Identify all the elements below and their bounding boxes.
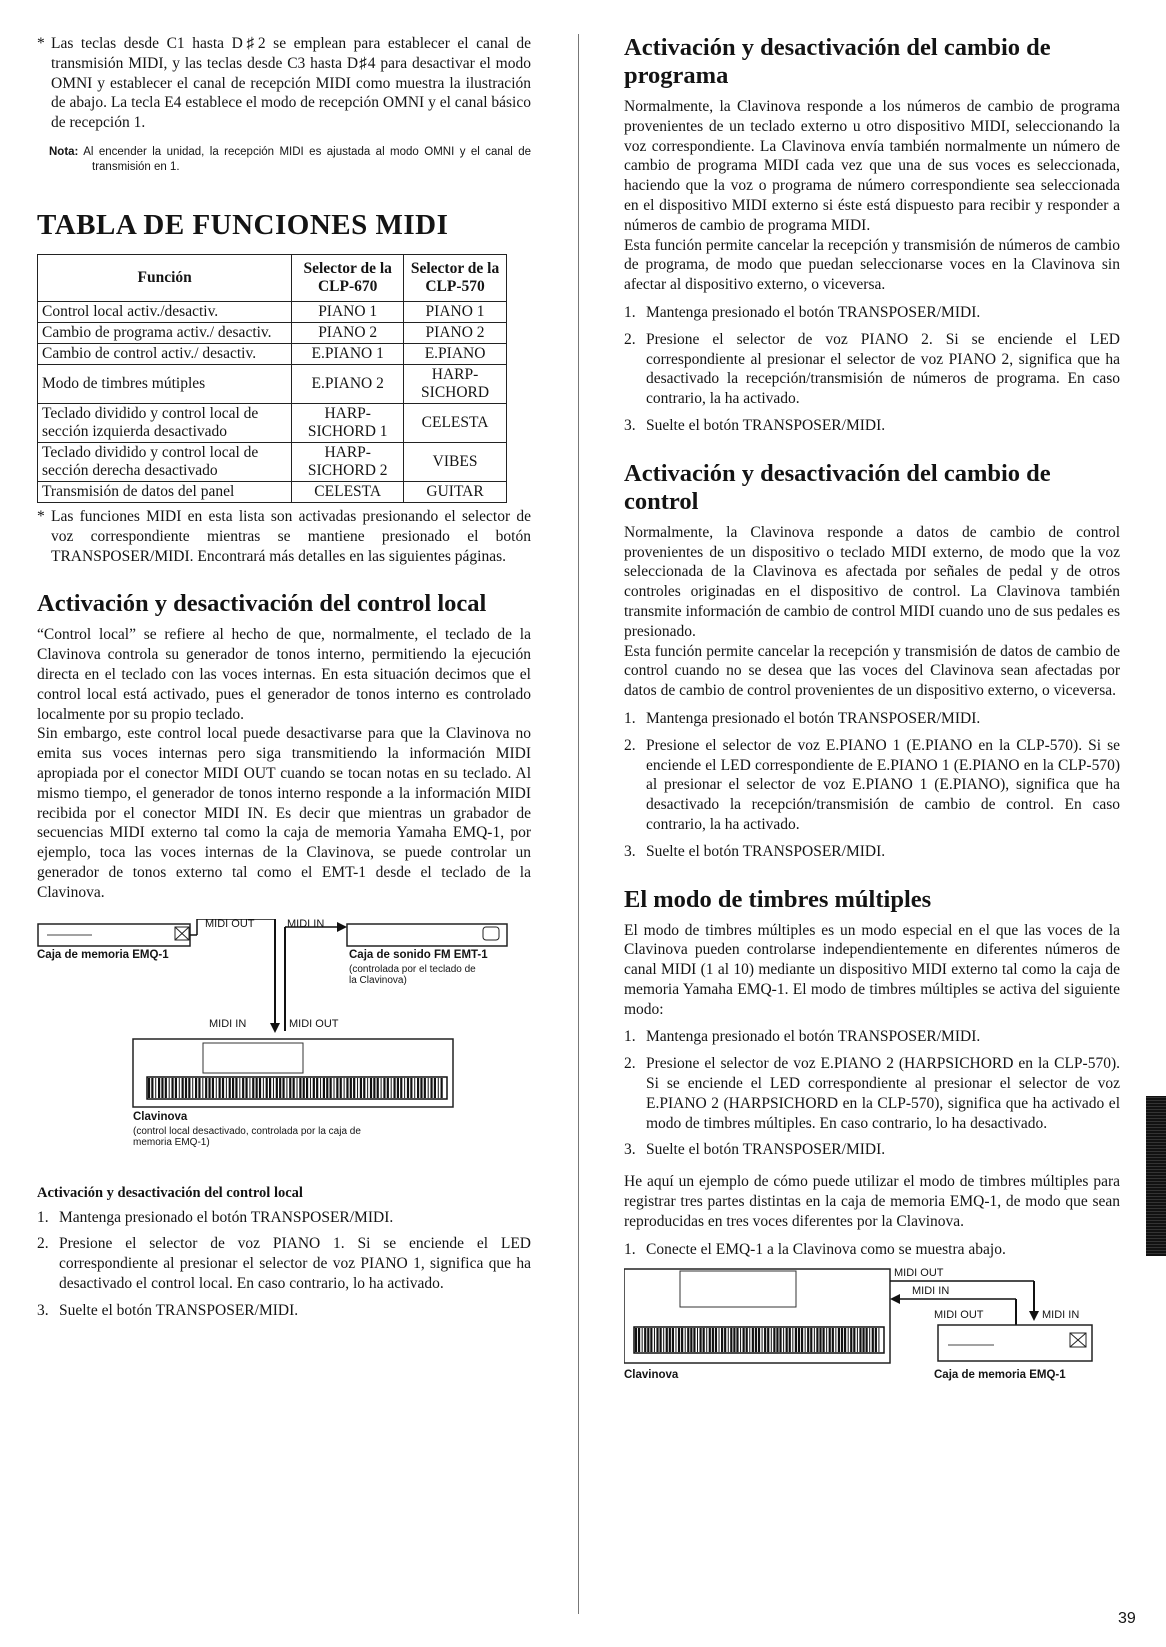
- keyboard-keys: [636, 1328, 879, 1352]
- table-header: Función: [38, 254, 292, 301]
- multi-timbre-diagram: [624, 1267, 1120, 1387]
- page-edge-tab: [1146, 1096, 1166, 1256]
- list-item: 1. Mantenga presionado el botón TRANSPOSER/MIDI.: [37, 1208, 394, 1226]
- label-midi-out: MIDI OUT: [934, 1309, 984, 1322]
- local-control-diagram: [37, 919, 531, 1169]
- clp-570-cell: PIANO 1: [404, 301, 507, 322]
- clp-670-cell: E.PIANO 2: [292, 364, 404, 403]
- list-item: 3. Suelte el botón TRANSPOSER/MIDI.: [624, 416, 886, 434]
- list-item: 2. Presione el selector de voz PIANO 2. Si se enciende el LED correspondiente al presionar el selector de voz PIANO 2, significa que ha desactivado la recepción/transmisión de números de programa. En caso contrario, la ha activado.: [624, 330, 1120, 408]
- column-divider: [578, 34, 579, 1614]
- clavinova-label: Clavinova: [133, 1110, 188, 1123]
- control-change-paragraph: Esta función permite cancelar la recepción y transmisión de datos de cambio de control cuando no se desea que las voces del Clavinova sean afectadas por datos de cambio de control provenientes de un dispositivo externo, o viceversa.: [624, 642, 1120, 700]
- multi-timbre-paragraph: El modo de timbres múltiples es un modo especial en el que las voces de la Clavinova pueden controlarse independientemente en diferentes números de canal MIDI (1 al 10) mediante un dispositivo MIDI externo tal como la caja de memoria Yamaha EMQ-1. El modo de timbres múltiples se activa del siguiente modo:: [624, 921, 1120, 1018]
- keyboard-keys: [149, 1078, 442, 1098]
- clp-570-cell: CELESTA: [404, 403, 507, 442]
- clp-670-cell: PIANO 1: [292, 301, 404, 322]
- label-midi-out: MIDI OUT: [894, 1267, 944, 1280]
- list-item: 1. Mantenga presionado el botón TRANSPOSER/MIDI.: [624, 303, 981, 321]
- right-column: [624, 34, 1120, 1387]
- emt-1-label: Caja de sonido FM EMT-1: [349, 948, 488, 961]
- note-text: Al encender la unidad, la recepción MIDI es ajustada al modo OMNI y el canal de transmisión en 1.: [83, 145, 532, 173]
- clp-570-cell: PIANO 2: [404, 322, 507, 343]
- emt-1-button: [483, 927, 499, 940]
- table-row: [38, 301, 507, 322]
- function-cell: Cambio de control activ./ desactiv.: [38, 343, 292, 364]
- function-cell: Teclado dividido y control local de sección izquierda desactivado: [38, 403, 292, 442]
- page-number: 39: [1118, 1610, 1136, 1627]
- list-item: 3. Suelte el botón TRANSPOSER/MIDI.: [37, 1301, 299, 1319]
- program-change-steps: [624, 303, 1120, 436]
- control-change-heading: Activación y desactivación del cambio de control: [624, 459, 1051, 515]
- function-cell: Control local activ./desactiv.: [38, 301, 292, 322]
- table-row: [38, 322, 507, 343]
- local-control-subheading: Activación y desactivación del control local: [37, 1184, 303, 1201]
- table-row: [38, 364, 507, 403]
- clp-670-cell: PIANO 2: [292, 322, 404, 343]
- multi-timbre-example: He aquí un ejemplo de cómo puede utilizar el modo de timbres múltiples para registrar tres partes distintas en la caja de memoria EMQ-1, de modo que sean reproducidas en tres voces diferentes por la Clavinova.: [624, 1173, 1120, 1230]
- control-change-steps: [624, 709, 1120, 862]
- clp-670-cell: HARP- SICHORD 1: [292, 403, 404, 442]
- multi-timbre-steps: [624, 1027, 1120, 1160]
- label-midi-out: MIDI OUT: [289, 1017, 339, 1030]
- label-midi-out: MIDI OUT: [205, 917, 255, 930]
- label-midi-in: MIDI IN: [287, 917, 325, 930]
- clavinova-music-stand: [203, 1043, 303, 1073]
- clp-570-cell: E.PIANO: [404, 343, 507, 364]
- function-cell: Teclado dividido y control local de sección derecha desactivado: [38, 442, 292, 481]
- note-label: Nota:: [49, 145, 79, 158]
- table-row: [38, 442, 507, 481]
- function-cell: Transmisión de datos del panel: [38, 481, 292, 502]
- arrow-right-icon: [337, 922, 347, 932]
- label-midi-in: MIDI IN: [1042, 1309, 1080, 1322]
- clavinova-note: (control local desactivado, controlada por la caja de memoria EMQ-1): [133, 1125, 361, 1149]
- emt-1-note: (controlada por el teclado de la Clavinova): [349, 963, 476, 987]
- local-control-heading: Activación y desactivación del control local: [37, 590, 487, 618]
- list-item: 1. Mantenga presionado el botón TRANSPOSER/MIDI.: [624, 709, 981, 727]
- arrow-down-icon: [270, 1023, 280, 1033]
- program-change-paragraph: Esta función permite cancelar la recepción y transmisión de números de cambio de programa, de modo que puedan seleccionarse voces en la Clavinova sin afectar al dispositivo externo, o viceversa.: [624, 236, 1120, 294]
- clp-670-cell: E.PIANO 1: [292, 343, 404, 364]
- table-header: Selector de la CLP-570: [404, 254, 507, 301]
- program-change-heading: Activación y desactivación del cambio de programa: [624, 34, 1051, 89]
- list-item: 2. Presione el selector de voz E.PIANO 2 (HARPSICHORD en la CLP-570). Si se enciende el LED correspondiente al presionar el selector de voz E.PIANO 2 (HARPSICHORD en la CLP-570), significa que ha activado el modo de timbres múltiples. En caso contrario, lo ha desactivado.: [624, 1055, 1120, 1132]
- arrow-down-icon: [1029, 1311, 1039, 1321]
- clp-670-cell: HARP- SICHORD 2: [292, 442, 404, 481]
- table-title: TABLA DE FUNCIONES MIDI: [37, 208, 449, 241]
- control-change-paragraph: Normalmente, la Clavinova responde a datos de cambio de control provenientes de un dispositivo o teclado MIDI externo, de modo que la voz seleccionada de la Clavinova es afectada por señales de pedal y de otros controles originadas en el dispositivo de control. La Clavinova también transmite información de cambio de control MIDI cuando uno de sus pedales es presionado.: [624, 523, 1120, 640]
- label-midi-in: MIDI IN: [912, 1285, 950, 1298]
- left-column: [37, 34, 531, 1328]
- list-item: 1. Conecte el EMQ-1 a la Clavinova como se muestra abajo.: [624, 1240, 1006, 1258]
- table-footnote: * Las funciones MIDI en esta lista son activadas presionando el selector de voz correspondiente mientras se mantiene presionado el botón TRANSPOSER/MIDI. Encontrará más detalles en las siguientes páginas.: [37, 507, 531, 566]
- table-body: [38, 301, 507, 502]
- program-change-paragraph: Normalmente, la Clavinova responde a los números de cambio de programa provenientes de un teclado externo u otro dispositivo MIDI, seleccionando la voz correspondiente. La Clavinova envía también normalmente un número de cambio de programa MIDI cada vez que una de sus voces es seleccionada, haciendo que la voz o programa de número correspondiente sea seleccionada en el dispositivo MIDI externo si éste está dispuesto para recibir y responder a números de cambio de programa MIDI.: [624, 98, 1120, 234]
- clp-570-cell: VIBES: [404, 442, 507, 481]
- table-row: [38, 481, 507, 502]
- clp-570-cell: GUITAR: [404, 481, 507, 502]
- list-item: 2. Presione el selector de voz PIANO 1. Si se enciende el LED correspondiente al presionar el selector de voz PIANO 1, significa que ha desactivado el control local. En caso contrario, lo ha activado.: [37, 1235, 531, 1292]
- clp-670-cell: CELESTA: [292, 481, 404, 502]
- table-header-row: [38, 254, 507, 301]
- midi-function-table: [37, 254, 507, 503]
- local-control-steps: [37, 1208, 531, 1321]
- emq-1-label: Caja de memoria EMQ-1: [37, 948, 169, 961]
- arrow-left-icon: [890, 1294, 900, 1304]
- list-item: 3. Suelte el botón TRANSPOSER/MIDI.: [624, 1141, 886, 1159]
- table-header: Selector de la CLP-670: [292, 254, 404, 301]
- table-row: [38, 343, 507, 364]
- function-cell: Modo de timbres mútiples: [38, 364, 292, 403]
- list-item: 2. Presione el selector de voz E.PIANO 1 (E.PIANO en la CLP-570). Si se enciende el LED correspondiente de E.PIANO 1 (E.PIANO en la CLP-570) al presionar el selector de voz E.PIANO 1 (E.PIANO), significa que ha desactivado la recepción/transmisión de cambio de control. En caso contrario, la ha activado.: [624, 736, 1120, 833]
- multi-timbre-heading: El modo de timbres múltiples: [624, 885, 932, 913]
- local-control-paragraph: Sin embargo, este control local puede desactivarse para que la Clavinova no emita sus voces internas pero siga transmitiendo la información MIDI apropiada por el conector MIDI OUT cuando se tocan notas en su teclado. Al mismo tiempo, el generador de tonos interno responde a la información MIDI recibida por el conector MIDI IN. Es decir que mientras un grabador de secuencias MIDI externo tal como la caja de memoria Yamaha EMQ-1, por ejemplo, toca las voces internas de la Clavinova, se puede controlar un generador de tonos externo tal como el EMT-1 desde el teclado de la Clavinova.: [37, 725, 531, 901]
- clp-570-cell: HARP- SICHORD: [404, 364, 507, 403]
- clavinova-label: Clavinova: [624, 1369, 679, 1382]
- list-item: 1. Mantenga presionado el botón TRANSPOSER/MIDI.: [624, 1028, 981, 1046]
- clavinova-music-stand: [680, 1271, 796, 1307]
- emq-1-unit: [938, 1325, 1092, 1361]
- multi-timbre-example-steps: [624, 1240, 1120, 1260]
- function-cell: Cambio de programa activ./ desactiv.: [38, 322, 292, 343]
- local-control-paragraph: “Control local” se refiere al hecho de que, normalmente, el teclado de la Clavinova controla su generador de tonos interno, permitiendo la ejecución directa en el teclado con las voces internas. En esta situación decimos que el control local está activado, pues el generador de tonos interno es controlado localmente por su propio teclado.: [37, 626, 531, 723]
- emq-1-label: Caja de memoria EMQ-1: [934, 1369, 1066, 1382]
- intro-note: [49, 145, 531, 175]
- table-row: [38, 403, 507, 442]
- list-item: 3. Suelte el botón TRANSPOSER/MIDI.: [624, 842, 886, 860]
- label-midi-in: MIDI IN: [209, 1017, 247, 1030]
- intro-bullet: * Las teclas desde C1 hasta D♯2 se emplean para establecer el canal de transmisión MIDI, y las teclas desde C3 hasta D♯4 para desactivar el modo OMNI y establecer el canal de recepción MIDI como muestra la ilustración de abajo. La tecla E4 establece el modo de recepción OMNI y el canal básico de recepción 1.: [37, 34, 531, 133]
